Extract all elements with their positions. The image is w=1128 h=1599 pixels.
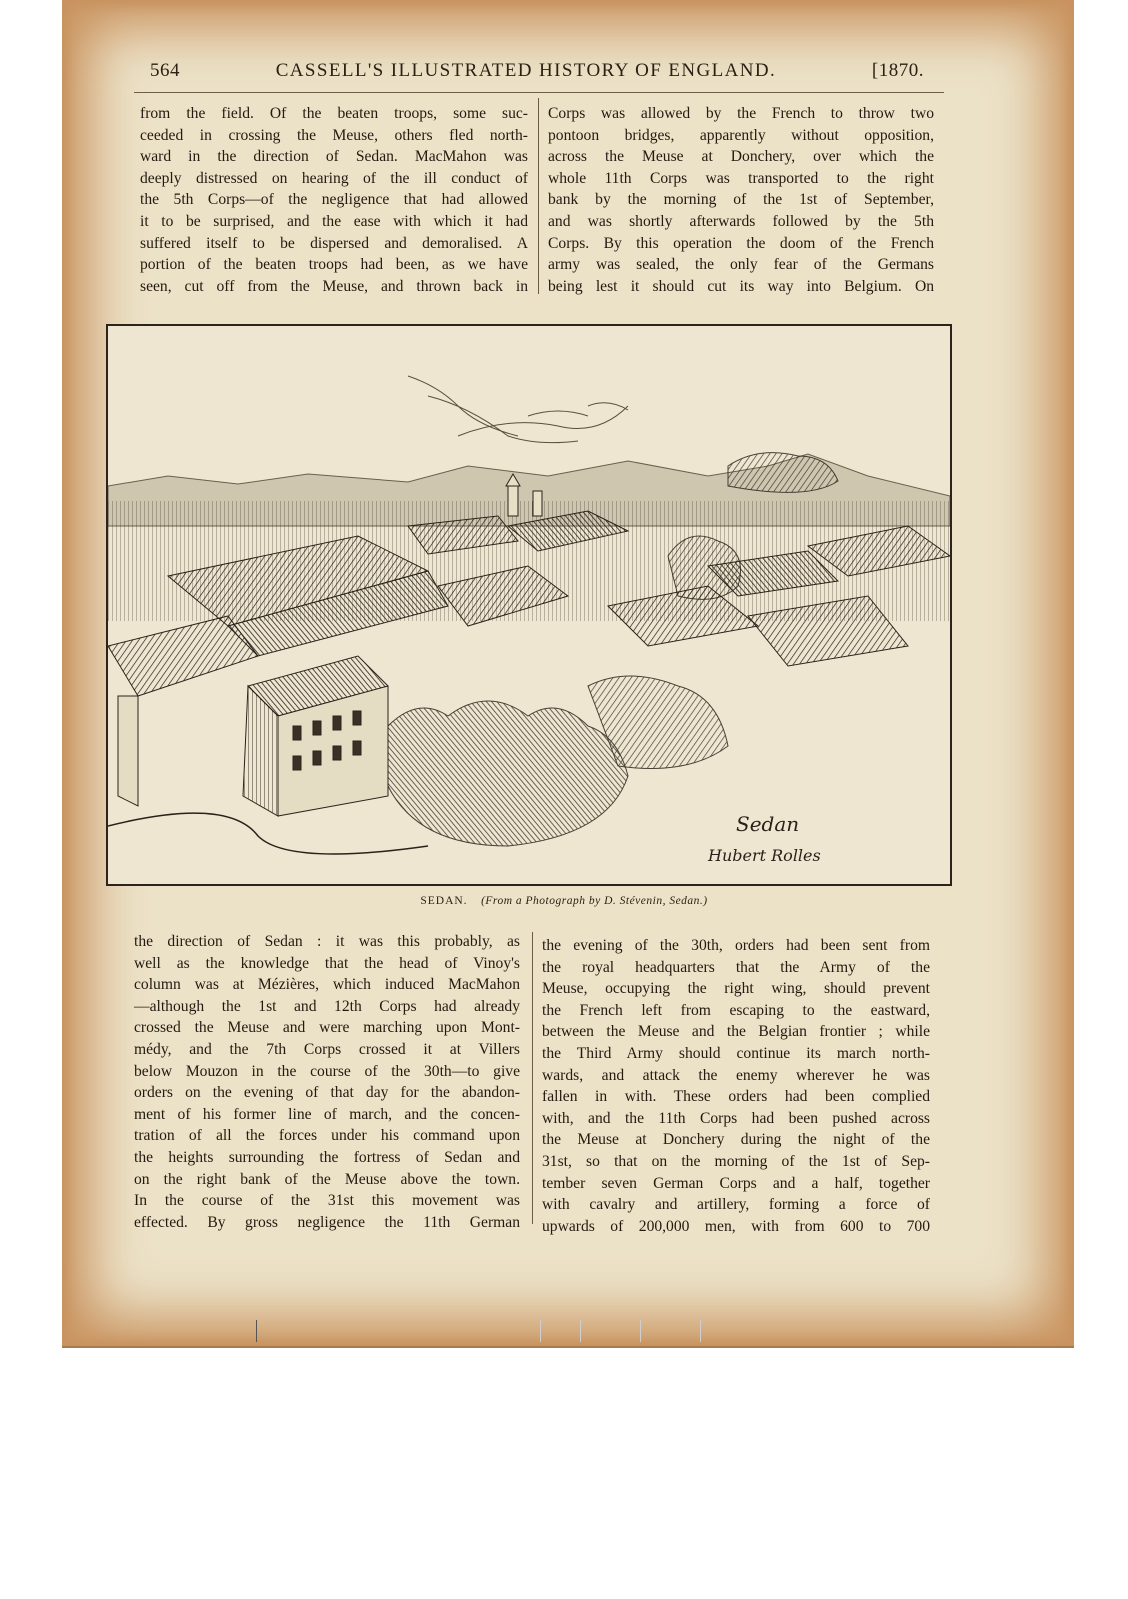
text-line: effected. By gross negligence the 11th German [134, 1213, 520, 1231]
text-line: and was shortly afterwards followed by the 5th [548, 212, 934, 230]
text-line: In the course of the 31st this movement was [134, 1192, 520, 1210]
text-line: seen, cut off from the Meuse, and thrown back in [140, 277, 528, 295]
header-year: [1870. [871, 60, 924, 81]
text-line: —although the 1st and 12th Corps had already [134, 997, 520, 1015]
scan-artifacts [0, 1320, 1128, 1350]
top-right-column [548, 103, 934, 297]
text-line: pontoon bridges, apparently without opposition, [548, 126, 934, 144]
text-line: tration of all the forces under his command upon [134, 1127, 520, 1145]
text-line: Corps was allowed by the French to throw two [548, 105, 934, 122]
bottom-left-column [134, 931, 520, 1233]
header-rule [134, 92, 944, 93]
signature-artist: Hubert Rolles [708, 846, 821, 865]
text-line: Corps. By this operation the doom of the French [548, 234, 934, 252]
top-left-column [140, 103, 528, 297]
text-line: it to be surprised, and the ease with which it had [140, 212, 528, 230]
text-line: the heights surrounding the fortress of Sedan and [134, 1148, 520, 1166]
book-title: CASSELL'S ILLUSTRATED HISTORY OF ENGLAND. [275, 60, 777, 81]
text-line: below Mouzon in the course of the 30th—to give [134, 1062, 520, 1080]
text-line: being lest it should cut its way into Belgium. On [548, 277, 934, 295]
text-line: wards, and attack the enemy wherever he was [542, 1066, 930, 1084]
text-line: crossed the Meuse and were marching upon Mont- [134, 1019, 520, 1037]
text-line: 31st, so that on the morning of the 1st of Sep- [542, 1152, 930, 1170]
column-divider-bottom [532, 932, 533, 1224]
text-line: ceeded in crossing the Meuse, others fled north- [140, 126, 528, 144]
page-number: 564 [150, 60, 180, 81]
text-line: Meuse, occupying the right wing, should prevent [542, 980, 930, 998]
text-line: the Third Army should continue its march north- [542, 1044, 930, 1062]
figure-caption [0, 895, 1128, 907]
signature-place: Sedan [736, 812, 800, 836]
text-line: fallen in with. These orders had been complied [542, 1088, 930, 1106]
text-line: between the Meuse and the Belgian frontier ; while [542, 1023, 930, 1041]
text-line: upwards of 200,000 men, with from 600 to 700 [542, 1217, 930, 1235]
text-line: the direction of Sedan : it was this probably, as [134, 933, 520, 950]
engraving-drawing [108, 326, 950, 884]
text-line: bank by the morning of the 1st of September, [548, 191, 934, 209]
text-line: orders on the evening of that day for the abandon- [134, 1084, 520, 1102]
text-line: with, and the 11th Corps had been pushed across [542, 1109, 930, 1127]
text-line: ward in the direction of Sedan. MacMahon was [140, 148, 528, 166]
text-line: deeply distressed on hearing of the ill conduct of [140, 169, 528, 187]
text-line: whole 11th Corps was transported to the right [548, 169, 934, 187]
text-line: portion of the beaten troops had been, as we have [140, 256, 528, 274]
text-line: médy, and the 7th Corps crossed it at Villers [134, 1040, 520, 1058]
running-header [150, 58, 924, 84]
column-divider [538, 98, 539, 294]
text-line: suffered itself to be dispersed and demoralised. A [140, 234, 528, 252]
text-line: well as the knowledge that the head of Vinoy's [134, 954, 520, 972]
text-line: army was sealed, the only fear of the Germans [548, 256, 934, 274]
text-line: from the field. Of the beaten troops, some suc- [140, 105, 528, 122]
text-line: the French left from escaping to the eastward, [542, 1001, 930, 1019]
text-line: across the Meuse at Donchery, over which the [548, 148, 934, 166]
bottom-right-column [542, 935, 930, 1237]
text-line: column was at Mézières, which induced MacMahon [134, 976, 520, 994]
text-line: with cavalry and artillery, forming a force of [542, 1196, 930, 1214]
text-line: on the right bank of the Meuse above the town. [134, 1170, 520, 1188]
text-line: the Meuse at Donchery during the night of the [542, 1131, 930, 1149]
text-line: the royal headquarters that the Army of the [542, 958, 930, 976]
caption-credit: (From a Photograph by D. Stévenin, Sedan.) [481, 895, 708, 907]
text-line: the evening of the 30th, orders had been sent from [542, 937, 930, 954]
text-line: tember seven German Corps and a half, together [542, 1174, 930, 1192]
text-line: the 5th Corps—of the negligence that had allowed [140, 191, 528, 209]
sedan-engraving [106, 324, 952, 886]
caption-label: SEDAN. [420, 895, 468, 907]
text-line: ment of his former line of march, and the concen- [134, 1105, 520, 1123]
